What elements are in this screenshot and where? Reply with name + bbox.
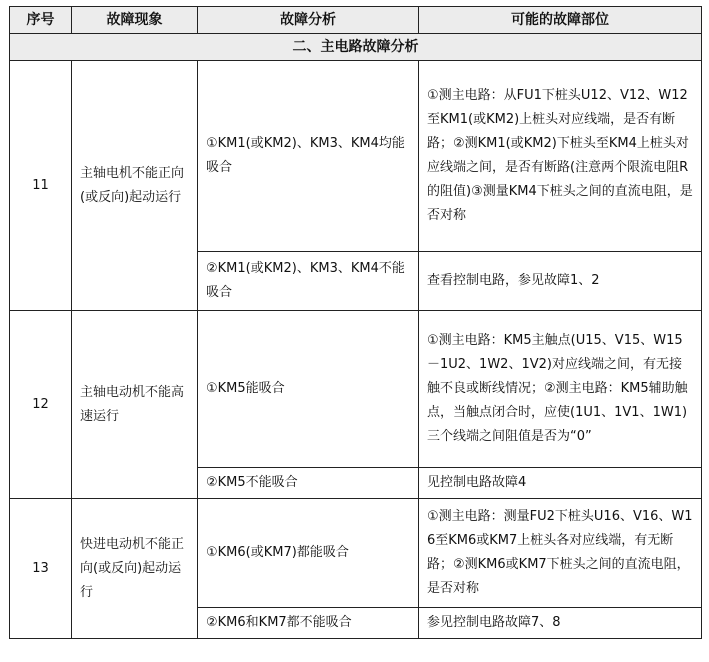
table-row	[10, 499, 702, 608]
fault-location: ①测主电路：KM5主触点(U15、V15、W15－1U2、1W2、1V2)对应线端之间，有无接触不良或断线情况；②测主电路：KM5辅助触点，当触点闭合时，应使(1U1、1V1、1W1)三个线端之间阻值是否为“0”	[419, 311, 702, 468]
section-title: 二、主电路故障分析	[10, 34, 702, 61]
fault-location: ①测主电路：从FU1下桩头U12、V12、W12至KM1(或KM2)上桩头对应线端，是否有断路；②测KM1(或KM2)下桩头至KM4上桩头对应线端之间，是否有断路(注意两个限流电阻R的阻值)③测量KM4下桩头之间的直流电阻，是否对称	[419, 61, 702, 252]
fault-analysis-sheet	[9, 6, 701, 639]
header-location: 可能的故障部位	[419, 7, 702, 34]
fault-symptom: 主轴电机不能正向(或反向)起动运行	[72, 61, 198, 311]
fault-analysis: ①KM1(或KM2)、KM3、KM4均能吸合	[198, 61, 419, 252]
fault-location: 参见控制电路故障7、8	[419, 608, 702, 639]
fault-location: 查看控制电路，参见故障1、2	[419, 252, 702, 311]
fault-analysis: ①KM5能吸合	[198, 311, 419, 468]
fault-analysis: ②KM5不能吸合	[198, 468, 419, 499]
fault-location: ①测主电路：测量FU2下桩头U16、V16、W16至KM6或KM7上桩头各对应线端，有无断路；②测KM6或KM7下桩头之间的直流电阻，是否对称	[419, 499, 702, 608]
section-row	[10, 34, 702, 61]
fault-analysis: ②KM1(或KM2)、KM3、KM4不能吸合	[198, 252, 419, 311]
header-analysis: 故障分析	[198, 7, 419, 34]
fault-analysis: ①KM6(或KM7)都能吸合	[198, 499, 419, 608]
fault-location: 见控制电路故障4	[419, 468, 702, 499]
fault-symptom: 快进电动机不能正向(或反向)起动运行	[72, 499, 198, 639]
fault-number: 11	[10, 61, 72, 311]
fault-number: 12	[10, 311, 72, 499]
fault-analysis-table	[9, 6, 702, 639]
table-row	[10, 61, 702, 252]
header-symptom: 故障现象	[72, 7, 198, 34]
header-row	[10, 7, 702, 34]
fault-analysis: ②KM6和KM7都不能吸合	[198, 608, 419, 639]
header-number: 序号	[10, 7, 72, 34]
table-row	[10, 311, 702, 468]
fault-number: 13	[10, 499, 72, 639]
fault-symptom: 主轴电动机不能高速运行	[72, 311, 198, 499]
